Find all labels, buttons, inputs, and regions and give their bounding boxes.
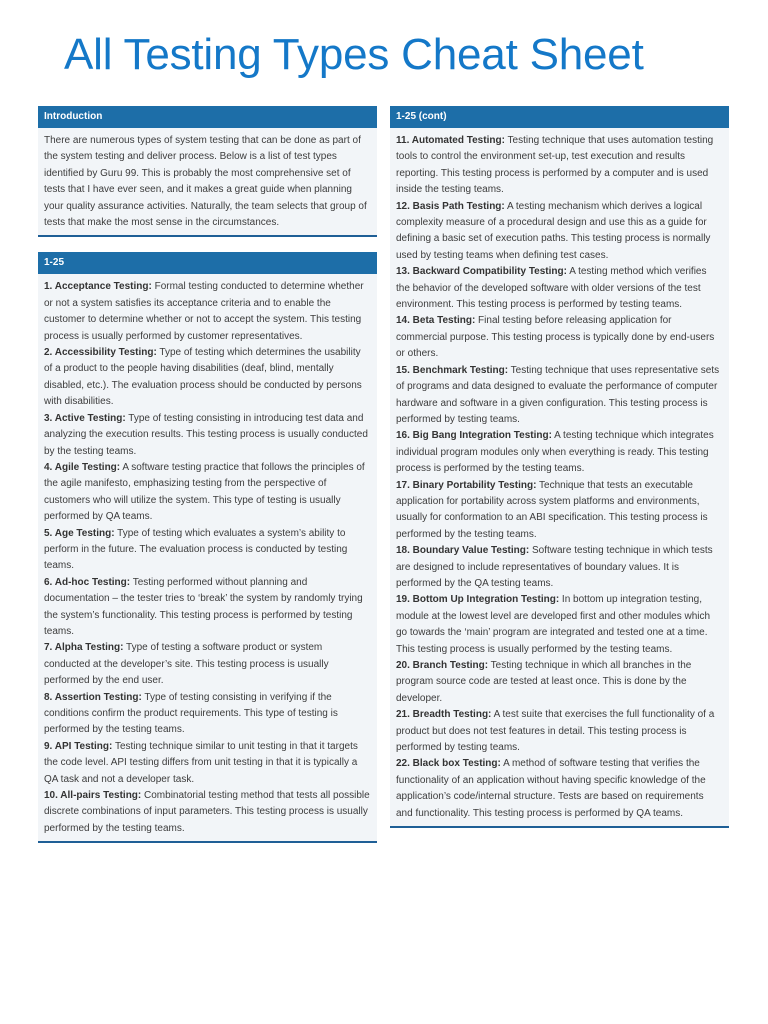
entry-term: 13. Backward Compatibility Testing:: [396, 266, 567, 278]
entry-term: 5. Age Testing:: [44, 527, 115, 539]
entry-term: 22. Black box Testing:: [396, 758, 501, 770]
entry-term: 15. Benchmark Testing:: [396, 364, 509, 376]
section-1-25-cont-box: [390, 106, 729, 828]
testing-type-entry: [396, 592, 723, 658]
entry-term: 19. Bottom Up Integration Testing:: [396, 594, 560, 606]
testing-type-entry: [44, 788, 371, 837]
testing-type-entry: [396, 478, 723, 544]
testing-type-entry: [44, 526, 371, 575]
entry-description: Software testing technique in which tests are designed to include representatives of boundary values. It is performed by the QA testing teams.: [396, 545, 713, 589]
entry-term: 18. Boundary Value Testing:: [396, 545, 530, 557]
entry-description: Testing technique in which all branches in the program source code are tested at least once. This is done by the developer.: [396, 660, 692, 704]
entry-description: Type of testing consisting in introducing test data and analyzing the execution results. This testing process is usually conducted by the testing teams.: [44, 412, 368, 457]
entry-description: Testing technique similar to unit testing in that it targets the code level. API testing differs from unit testing in that it is typically a QA task and not a developer task.: [44, 740, 358, 785]
entry-description: Type of testing a software product or system conducted at the developer’s site. This testing process is usually performed by the end user.: [44, 642, 329, 687]
entry-term: 20. Branch Testing:: [396, 660, 489, 671]
section-1-25-cont-body: [390, 128, 729, 826]
section-1-25-header: 1-25: [38, 252, 377, 274]
testing-type-entry: [44, 739, 371, 788]
introduction-text: There are numerous types of system testing that can be done as part of the system testing and deliver process. Below is a list of test types identified by Guru 99. This is probably the most comprehensive set of tests that I have ever seen, and it makes a great guide when planning your quality assurance activities. Naturally, the team selects that group of tests that make the most sense in the circumstances.: [44, 135, 367, 229]
introduction-header: Introduction: [38, 106, 377, 128]
entry-description: Testing technique that uses representative sets of programs and data designed to evaluate the performance of computer hardware and software in a given configuration. This testing process is performed by testing teams.: [396, 364, 720, 425]
page-title: All Testing Types Cheat Sheet: [64, 30, 644, 79]
entry-term: 8. Assertion Testing:: [44, 691, 142, 703]
section-1-25-box: [38, 252, 377, 843]
entry-term: 11. Automated Testing:: [396, 135, 505, 146]
testing-type-entry: [44, 345, 371, 411]
entry-term: 16. Big Bang Integration Testing:: [396, 430, 552, 442]
entry-description: A testing mechanism which derives a logical complexity measure of a procedural design and use this as a guide for defining a basic set of execution paths. This testing process is normally used by testing teams when defining test cases.: [396, 200, 711, 261]
entry-description: Testing performed without planning and documentation – the tester tries to ‘break’ the system by randomly trying the system’s functionality. This testing process is performed by testing teams.: [44, 576, 363, 637]
entry-term: 9. API Testing:: [44, 740, 113, 752]
entry-description: Type of testing consisting in verifying if the conditions confirm the product requirements. This type of testing is performed by the testing teams.: [44, 691, 338, 736]
entry-description: Type of testing which determines the usability of a product to the people having disabilities (deaf, blind, mentally disabled, etc.). The evaluation process should be conducted by persons with disabilities.: [44, 347, 362, 408]
entry-term: 12. Basis Path Testing:: [396, 200, 505, 212]
entry-description: Formal testing conducted to determine whether or not a system satisfies its acceptance criteria and to enable the customer to determine whether or not to accept the system. This testing process is usually performed by customer representatives.: [44, 281, 364, 342]
entry-term: 14. Beta Testing:: [396, 315, 476, 327]
testing-type-entry: [396, 264, 723, 313]
testing-type-entry: [396, 756, 723, 822]
section-1-25-cont-header: 1-25 (cont): [390, 106, 729, 128]
entry-description: Final testing before releasing application for commercial purpose. This testing process is typically done by end-users or others.: [396, 315, 715, 360]
entry-description: Testing technique that uses automation testing tools to control the environment set-up, test execution and results reporting. This testing process is performed by a computer and is used inside the testing teams.: [396, 135, 714, 196]
entry-description: A testing method which verifies the behavior of the developed software with older versions of the test environment. This testing process is performed by testing teams.: [396, 266, 707, 311]
section-1-25-body: [38, 274, 377, 841]
testing-type-entry: [396, 363, 723, 429]
entry-term: 21. Breadth Testing:: [396, 709, 492, 721]
testing-type-entry: [44, 575, 371, 641]
testing-type-entry: [396, 428, 723, 477]
left-column: [38, 106, 377, 858]
testing-type-entry: [396, 658, 723, 707]
entry-term: 17. Binary Portability Testing:: [396, 479, 537, 491]
entry-term: 1. Acceptance Testing:: [44, 281, 152, 293]
entry-description: A test suite that exercises the full functionality of a product but does not test features in detail. This testing process is performed by testing teams.: [396, 709, 715, 754]
testing-type-entry: [396, 543, 723, 592]
entry-term: 6. Ad-hoc Testing:: [44, 576, 131, 588]
testing-type-entry: [44, 460, 371, 526]
entry-description: Combinatorial testing method that tests all possible discrete combinations of input parameters. This testing process is usually performed by the testing teams.: [44, 790, 370, 834]
testing-type-entry: [396, 313, 723, 362]
entry-term: 10. All-pairs Testing:: [44, 790, 142, 802]
testing-type-entry: [44, 411, 371, 460]
testing-type-entry: [396, 707, 723, 756]
entry-description: Type of testing which evaluates a system’s ability to perform in the future. The evaluation process is conducted by testing teams.: [44, 527, 348, 572]
entry-description: A method of software testing that verifies the functionality of an application without having specific knowledge of the application’s code/internal structure. Tests are based on requirements and functionality. This testing process is performed by QA teams.: [396, 758, 706, 819]
entry-description: In bottom up integration testing, module at the lowest level are developed first and other modules which go towards the ‘main’ program are integrated and tested one at a time. This testing process is usually performed by the testing teams.: [396, 594, 711, 655]
right-column: [390, 106, 729, 843]
entry-term: 2. Accessibility Testing:: [44, 347, 157, 359]
testing-type-entry: [44, 640, 371, 689]
entry-term: 3. Active Testing:: [44, 412, 126, 424]
entry-term: 7. Alpha Testing:: [44, 642, 124, 654]
testing-type-entry: [44, 690, 371, 739]
entry-term: 4. Agile Testing:: [44, 461, 121, 473]
testing-type-entry: [396, 133, 723, 199]
entry-description: A software testing practice that follows the principles of the agile manifesto, emphasizing testing from the perspective of customers who will utilize the system. This type of testing is usually performed by QA teams.: [44, 461, 365, 523]
entry-description: Technique that tests an executable application for portability across system platforms and environments, usually for conformation to an ABI specification. This testing process is performed by the testing teams.: [396, 479, 708, 540]
introduction-box: [38, 106, 377, 237]
testing-type-entry: [396, 199, 723, 265]
testing-type-entry: [44, 279, 371, 345]
entry-description: A testing technique which integrates individual program modules only when everything is ready. This testing process is performed by the testing teams.: [396, 430, 714, 475]
